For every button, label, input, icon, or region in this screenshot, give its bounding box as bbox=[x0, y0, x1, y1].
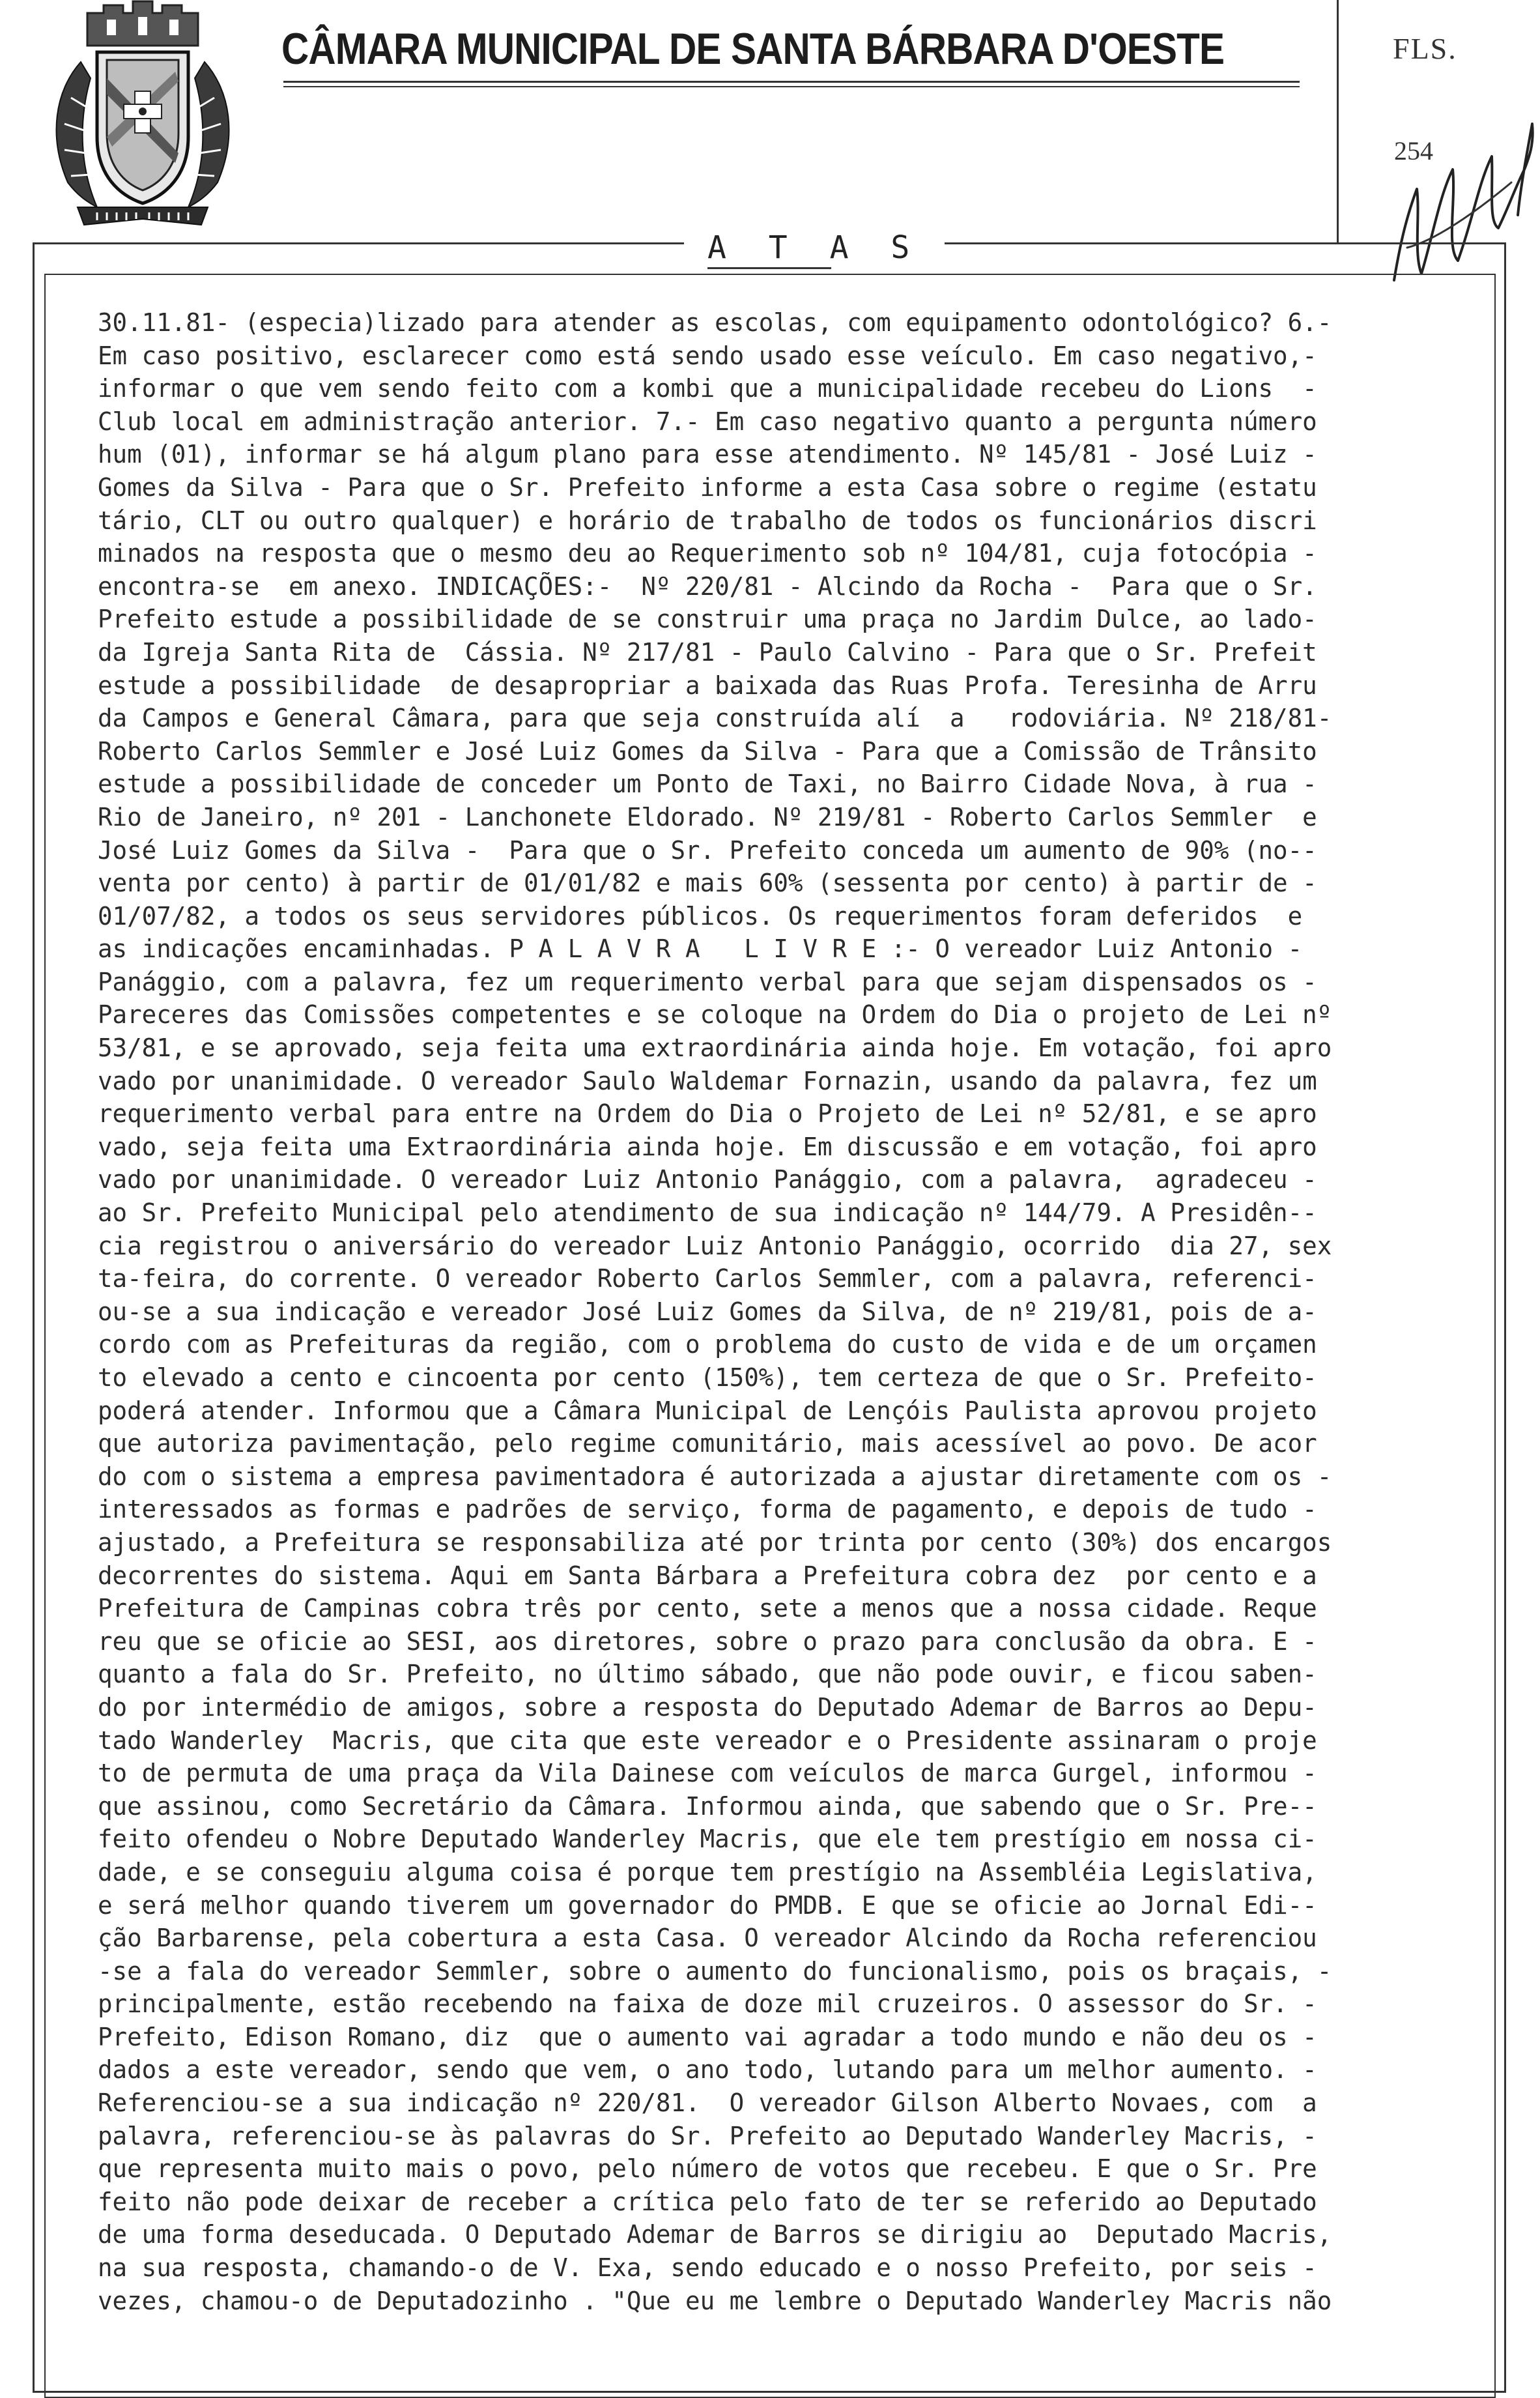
minutes-line: dade, e se conseguiu alguma coisa é porque tem prestígio na Assembléia Legislativa, bbox=[98, 1857, 1317, 1886]
institution-header-title: CÂMARA MUNICIPAL DE SANTA BÁRBARA D'OESTE bbox=[281, 24, 1225, 74]
minutes-line: 30.11.81- (especia)lizado para atender as escolas, com equipamento odontológico? 6.- bbox=[98, 308, 1332, 337]
minutes-line: Prefeitura de Campinas cobra três por cento, sete a menos que a nossa cidade. Reque bbox=[98, 1594, 1317, 1623]
minutes-line: de uma forma deseducada. O Deputado Ademar de Barros se dirigiu ao Deputado Macris, bbox=[98, 2220, 1332, 2249]
minutes-line: ao Sr. Prefeito Municipal pelo atendimento de sua indicação nº 144/79. A Presidên-- bbox=[98, 1198, 1317, 1228]
minutes-line: cia registrou o aniversário do vereador Luiz Antonio Panággio, ocorrido dia 27, sex bbox=[98, 1231, 1332, 1260]
minutes-line: 53/81, e se aprovado, seja feita uma extraordinária ainda hoje. Em votação, foi apro bbox=[98, 1033, 1332, 1063]
minutes-line: to elevado a cento e cincoenta por cento (150%), tem certeza de que o Sr. Prefeito- bbox=[98, 1363, 1317, 1392]
minutes-line: minados na resposta que o mesmo deu ao Requerimento sob nº 104/81, cuja fotocópia - bbox=[98, 539, 1317, 568]
folio-number: 254 bbox=[1394, 136, 1433, 166]
minutes-line: da Campos e General Câmara, para que seja construída alí a rodoviária. Nº 218/81- bbox=[98, 704, 1332, 733]
minutes-line: Prefeito, Edison Romano, diz que o aumento vai agradar a todo mundo e não deu os - bbox=[98, 2022, 1317, 2051]
minutes-line: palavra, referenciou-se às palavras do Sr. Prefeito ao Deputado Wanderley Macris, - bbox=[98, 2121, 1317, 2150]
minutes-line: -se a fala do vereador Semmler, sobre o aumento do funcionalismo, pois os braçais, - bbox=[98, 1956, 1332, 1986]
minutes-line: ajustado, a Prefeitura se responsabiliza até por trinta por cento (30%) dos encargos bbox=[98, 1527, 1332, 1557]
minutes-line: vado, seja feita uma Extraordinária ainda hoje. Em discussão e em votação, foi apro bbox=[98, 1132, 1317, 1161]
minutes-line: Referenciou-se a sua indicação nº 220/81. O vereador Gilson Alberto Novaes, com a bbox=[98, 2088, 1317, 2118]
minutes-line: vezes, chamou-o de Deputadozinho . "Que eu me lembre o Deputado Wanderley Macris não bbox=[98, 2286, 1332, 2315]
header-rule-secondary bbox=[283, 86, 1300, 87]
minutes-line: na sua resposta, chamando-o de V. Exa, sendo educado e o nosso Prefeito, por seis - bbox=[98, 2253, 1317, 2283]
minutes-line: tário, CLT ou outro qualquer) e horário de trabalho de todos os funcionários discri bbox=[98, 506, 1317, 535]
minutes-line: e será melhor quando tiverem um governador do PMDB. E que se oficie ao Jornal Edi-- bbox=[98, 1890, 1317, 1920]
municipal-coat-of-arms-icon bbox=[42, 0, 244, 238]
minutes-line: estude a possibilidade de desapropriar a baixada das Ruas Profa. Teresinha de Arru bbox=[98, 671, 1317, 700]
minutes-line: dados a este vereador, sendo que vem, o ano todo, lutando para um melhor aumento. - bbox=[98, 2055, 1317, 2085]
minutes-line: informar o que vem sendo feito com a kombi que a municipalidade recebeu do Lions - bbox=[98, 374, 1317, 403]
minutes-line: to de permuta de uma praça da Vila Dainese com veículos de marca Gurgel, informou - bbox=[98, 1759, 1317, 1788]
minutes-line: José Luiz Gomes da Silva - Para que o Sr. Prefeito conceda um aumento de 90% (no-- bbox=[98, 835, 1317, 865]
header-rule bbox=[283, 81, 1300, 83]
section-title-underline bbox=[707, 267, 831, 269]
section-title-text: A T A S bbox=[707, 229, 922, 266]
minutes-line: principalmente, estão recebendo na faixa de doze mil cruzeiros. O assessor do Sr. - bbox=[98, 1989, 1317, 2019]
minutes-line: vado por unanimidade. O vereador Saulo Waldemar Fornazin, usando da palavra, fez um bbox=[98, 1066, 1317, 1095]
minutes-line: que autoriza pavimentação, pelo regime comunitário, mais acessível ao povo. De acor bbox=[98, 1429, 1317, 1458]
header-vertical-divider bbox=[1337, 0, 1339, 242]
minutes-line: decorrentes do sistema. Aqui em Santa Bárbara a Prefeitura cobra dez por cento e a bbox=[98, 1561, 1317, 1590]
minutes-line: Prefeito estude a possibilidade de se construir uma praça no Jardim Dulce, ao lado- bbox=[98, 605, 1317, 634]
minutes-line: venta por cento) à partir de 01/01/82 e mais 60% (sessenta por cento) à partir de - bbox=[98, 869, 1317, 898]
minutes-line: estude a possibilidade de conceder um Ponto de Taxi, no Bairro Cidade Nova, à rua - bbox=[98, 770, 1317, 799]
minutes-line: encontra-se em anexo. INDICAÇÕES:- Nº 220/81 - Alcindo da Rocha - Para que o Sr. bbox=[98, 571, 1317, 601]
minutes-line: Em caso positivo, esclarecer como está sendo usado esse veículo. Em caso negativo,- bbox=[98, 341, 1317, 370]
minutes-line: que representa muito mais o povo, pelo número de votos que recebeu. E que o Sr. Pre bbox=[98, 2154, 1317, 2184]
minutes-line: ou-se a sua indicação e vereador José Luiz Gomes da Silva, de nº 219/81, pois de a- bbox=[98, 1297, 1317, 1326]
minutes-line: requerimento verbal para entre na Ordem do Dia o Projeto de Lei nº 52/81, e se apro bbox=[98, 1099, 1317, 1129]
minutes-line: feito ofendeu o Nobre Deputado Wanderley Macris, que ele tem prestígio em nossa ci- bbox=[98, 1825, 1317, 1854]
minutes-line: vado por unanimidade. O vereador Luiz Antonio Panággio, com a palavra, agradeceu - bbox=[98, 1165, 1317, 1194]
minutes-line: quanto a fala do Sr. Prefeito, no último sábado, que não pode ouvir, e ficou saben- bbox=[98, 1660, 1317, 1689]
minutes-line: feito não pode deixar de receber a crítica pelo fato de ter se referido ao Deputado bbox=[98, 2187, 1317, 2216]
minutes-line: hum (01), informar se há algum plano para esse atendimento. Nº 145/81 - José Luiz - bbox=[98, 440, 1317, 469]
minutes-line: que assinou, como Secretário da Câmara. Informou ainda, que sabendo que o Sr. Pre-- bbox=[98, 1791, 1317, 1821]
minutes-line: do por intermédio de amigos, sobre a resposta do Deputado Ademar de Barros ao Depu- bbox=[98, 1692, 1317, 1722]
minutes-line: 01/07/82, a todos os seus servidores públicos. Os requerimentos foram deferidos e bbox=[98, 901, 1303, 931]
minutes-line: da Igreja Santa Rita de Cássia. Nº 217/81 - Paulo Calvino - Para que o Sr. Prefeit bbox=[98, 637, 1317, 667]
minutes-line: Rio de Janeiro, nº 201 - Lanchonete Eldorado. Nº 219/81 - Roberto Carlos Semmler e bbox=[98, 802, 1317, 831]
minutes-line: tado Wanderley Macris, que cita que este vereador e o Presidente assinaram o proje bbox=[98, 1726, 1317, 1755]
minutes-line: as indicações encaminhadas. P A L A V R A L I V R E :- O vereador Luiz Antonio - bbox=[98, 934, 1303, 964]
minutes-line: ção Barbarense, pela cobertura a esta Casa. O vereador Alcindo da Rocha referenciou bbox=[98, 1924, 1317, 1953]
minutes-line: ta-feira, do corrente. O vereador Roberto Carlos Semmler, com a palavra, referenci- bbox=[98, 1264, 1317, 1293]
minutes-line: interessados as formas e padrões de serviço, forma de pagamento, e depois de tudo - bbox=[98, 1495, 1317, 1524]
minutes-line: Gomes da Silva - Para que o Sr. Prefeito informe a esta Casa sobre o regime (estatu bbox=[98, 472, 1317, 502]
minutes-line: Club local em administração anterior. 7.- Em caso negativo quanto a pergunta número bbox=[98, 407, 1317, 436]
minutes-line: poderá atender. Informou que a Câmara Municipal de Lençóis Paulista aprovou projeto bbox=[98, 1396, 1317, 1425]
minutes-line: Roberto Carlos Semmler e José Luiz Gomes da Silva - Para que a Comissão de Trânsito bbox=[98, 736, 1317, 766]
minutes-body-text bbox=[98, 306, 1466, 2317]
minutes-line: cordo com as Prefeituras da região, com o problema do custo de vida e de um orçamen bbox=[98, 1330, 1317, 1359]
minutes-line: reu que se oficie ao SESI, aos diretores, sobre o prazo para conclusão da obra. E - bbox=[98, 1626, 1317, 1656]
section-title bbox=[684, 229, 945, 269]
minutes-line: Pareceres das Comissões competentes e se coloque na Ordem do Dia o projeto de Lei nº bbox=[98, 1000, 1332, 1030]
minutes-line: Panággio, com a palavra, fez um requerimento verbal para que sejam dispensados os - bbox=[98, 967, 1317, 996]
folio-label: FLS. bbox=[1393, 32, 1457, 65]
minutes-line: do com o sistema a empresa pavimentadora é autorizada a ajustar diretamente com os - bbox=[98, 1462, 1332, 1491]
